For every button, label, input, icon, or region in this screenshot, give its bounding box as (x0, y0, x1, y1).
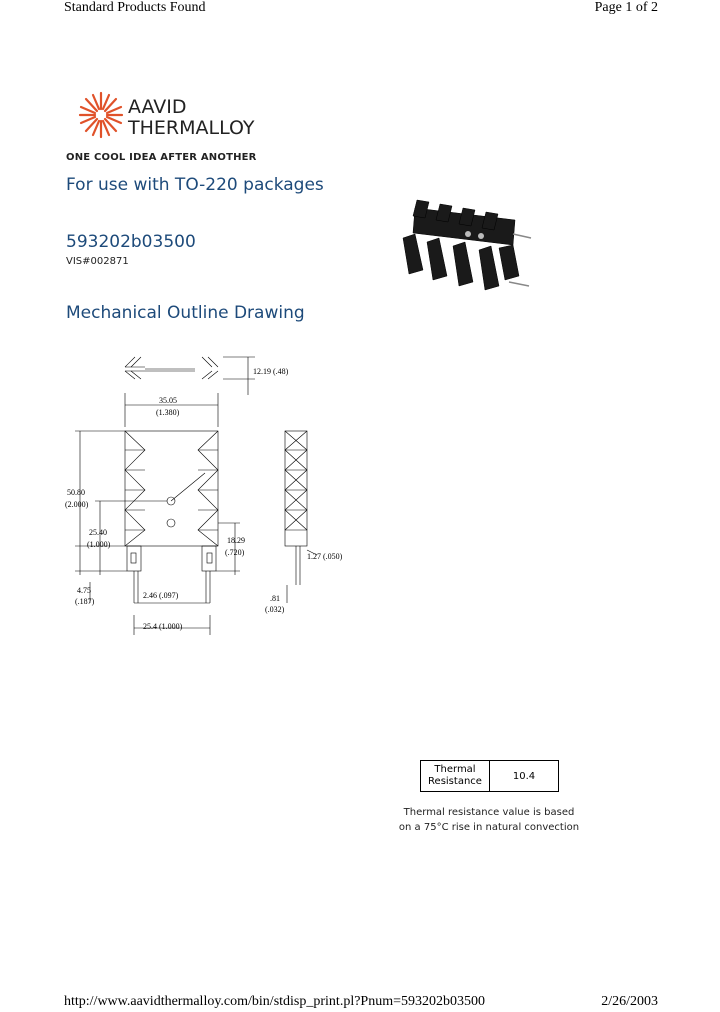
vis-number: VIS#002871 (66, 256, 129, 267)
thermal-value-cell: 10.4 (490, 761, 559, 792)
dim-pin-len-b: (.187) (75, 597, 95, 606)
thermal-label-line1: Thermal (434, 764, 476, 775)
dim-pin-spacing: 25.4 (1.000) (143, 622, 183, 631)
footer-url: http://www.aavidthermalloy.com/bin/stdisp_print.pl?Pnum=593202b03500 (64, 994, 485, 1009)
dim-pin-width: 2.46 (.097) (143, 591, 179, 600)
page-header-title: Standard Products Found (64, 0, 206, 15)
dim-pin-len-a: 4.75 (77, 586, 91, 595)
dim-hole-b: (.720) (225, 548, 245, 557)
dim-length-a: 50.80 (67, 488, 85, 497)
thermal-note: Thermal resistance value is based on a 75°C rise in natural convection (398, 807, 580, 833)
package-title: For use with TO-220 packages (66, 175, 324, 195)
brand-name-line1: AAVID (128, 96, 187, 118)
dim-length-b: (2.000) (65, 500, 89, 509)
sunburst-logo-icon (78, 90, 124, 140)
brand-name-line2: THERMALLOY (128, 117, 255, 139)
dim-width-a: 35.05 (159, 396, 177, 405)
dim-hole-a: 18.29 (227, 536, 245, 545)
brand-tagline: ONE COOL IDEA AFTER ANOTHER (66, 152, 257, 163)
dim-mid-a: 25.40 (89, 528, 107, 537)
page-number: Page 1 of 2 (594, 0, 658, 15)
part-number: 593202b03500 (66, 232, 196, 252)
dim-pin-thick: 1.27 (.050) (307, 552, 343, 561)
dim-pin-dia-a: .81 (270, 594, 280, 603)
footer-date: 2/26/2003 (601, 994, 658, 1009)
dim-pin-dia-b: (.032) (265, 605, 285, 614)
dim-height-top: 12.19 (.48) (253, 367, 289, 376)
heatsink-photo (395, 190, 535, 295)
thermal-label-line2: Resistance (428, 776, 482, 787)
dim-width-b: (1.380) (156, 408, 180, 417)
thermal-label-cell (421, 761, 490, 792)
thermal-resistance-table (420, 760, 559, 792)
dim-mid-b: (1.000) (87, 540, 111, 549)
mechanical-outline-title: Mechanical Outline Drawing (66, 303, 305, 323)
mechanical-outline-drawing (55, 345, 365, 640)
